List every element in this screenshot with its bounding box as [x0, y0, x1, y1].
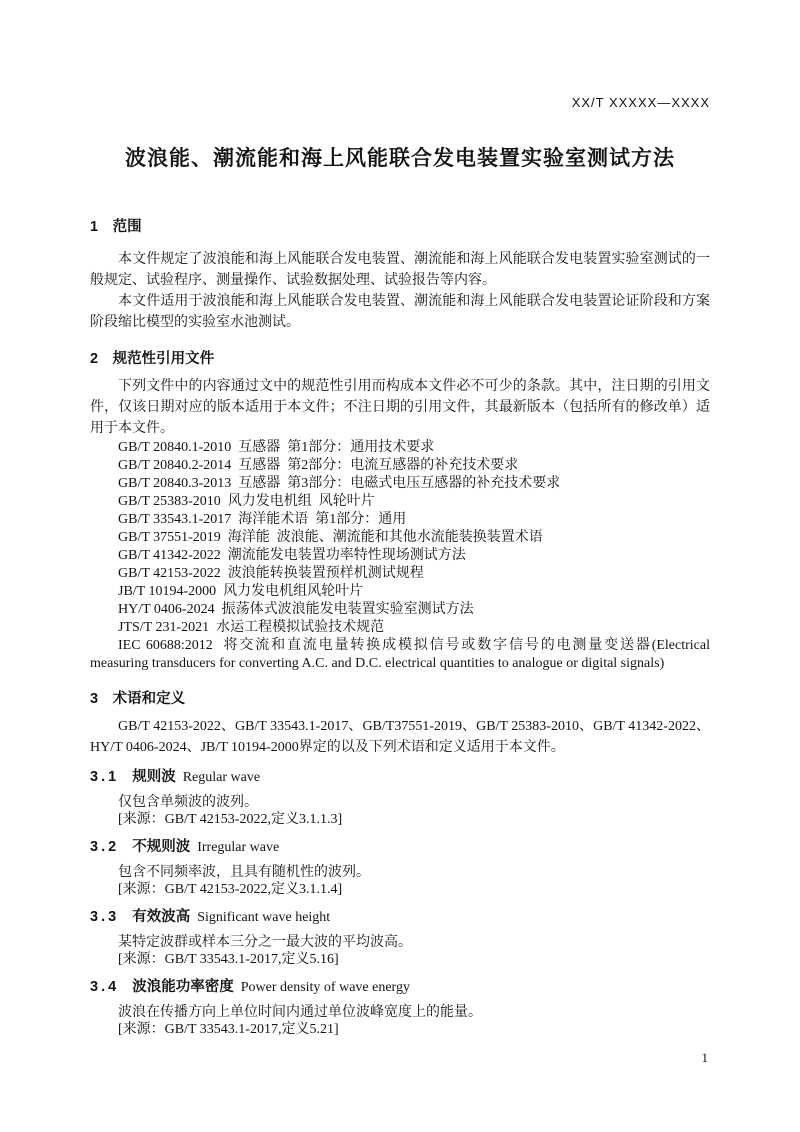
reference-item: GB/T 33543.1-2017 海洋能术语 第1部分：通用	[118, 512, 407, 527]
term-number: 3.3	[90, 909, 120, 925]
section-3-heading	[90, 690, 710, 708]
reference-item: GB/T 41342-2022 潮流能发电装置功率特性现场测试方法	[118, 548, 466, 563]
reference-item: GB/T 25383-2010 风力发电机组 风轮叶片	[118, 494, 375, 509]
reference-item: GB/T 20840.1-2010 互感器 第1部分：通用技术要求	[118, 440, 435, 455]
term-block-irregular-wave	[90, 838, 710, 898]
term-name-zh: 有效波高	[132, 909, 191, 925]
scope-paragraph-2: 本文件适用于波浪能和海上风能联合发电装置、潮流能和海上风能联合发电装置论证阶段和方案阶段缩比模型的实验室水池测试。	[90, 294, 710, 330]
section-2-title: 规范性引用文件	[112, 351, 215, 367]
reference-item: GB/T 37551-2019 海洋能 波浪能、潮流能和其他水流能装换装置术语	[118, 530, 543, 545]
section-2-number: 2	[90, 351, 99, 367]
term-number: 3.4	[90, 979, 120, 995]
term-number: 3.1	[90, 769, 120, 785]
term-block-regular-wave	[90, 768, 710, 828]
term-source: [来源：GB/T 33543.1-2017,定义5.21]	[118, 1022, 339, 1037]
references-intro-paragraph: 下列文件中的内容通过文中的规范性引用而构成本文件必不可少的条款。其中，注日期的引用文件，仅该日期对应的版本适用于本文件；不注日期的引用文件，其最新版本（包括所有的修改单）适用于本文件。	[90, 379, 710, 436]
reference-item: GB/T 42153-2022 波浪能转换装置预样机测试规程	[118, 566, 424, 581]
reference-item: GB/T 20840.2-2014 互感器 第2部分：电流互感器的补充技术要求	[118, 458, 519, 473]
term-heading	[90, 838, 710, 857]
term-heading	[90, 768, 710, 787]
section-normative-references	[90, 350, 714, 673]
section-3-number: 3	[90, 691, 99, 707]
reference-item: IEC 60688:2012 将交流和直流电量转换成模拟信号或数字信号的电测量变送器(Electrical measuring transducers for converting A.C. and D.C. electrical quantities to analogue or digital signals)	[90, 638, 714, 671]
reference-item: JB/T 10194-2000 风力发电机组风轮叶片	[118, 584, 364, 599]
term-name-zh: 规则波	[132, 769, 176, 785]
term-block-power-density-of-wave-energy	[90, 978, 710, 1038]
reference-item: HY/T 0406-2024 振荡体式波浪能发电装置实验室测试方法	[118, 602, 474, 617]
term-definition: 仅包含单频波的波列。	[118, 795, 258, 810]
term-name-en: Regular wave	[182, 770, 261, 785]
section-terms-definitions	[90, 690, 710, 1038]
term-name-en: Power density of wave energy	[240, 980, 410, 995]
scope-paragraph-1: 本文件规定了波浪能和海上风能联合发电装置、潮流能和海上风能联合发电装置实验室测试的一般规定、试验程序、测量操作、试验数据处理、试验报告等内容。	[90, 252, 710, 288]
document-title: 波浪能、潮流能和海上风能联合发电装置实验室测试方法	[125, 147, 675, 170]
section-2-heading	[90, 350, 710, 368]
term-block-significant-wave-height	[90, 908, 710, 968]
reference-item: GB/T 20840.3-2013 互感器 第3部分：电磁式电压互感器的补充技术要求	[118, 476, 561, 491]
term-name-en: Significant wave height	[197, 910, 331, 925]
term-name-en: Irregular wave	[197, 840, 280, 855]
term-source: [来源：GB/T 42153-2022,定义3.1.1.3]	[118, 812, 343, 827]
section-scope	[90, 218, 710, 333]
section-1-heading	[90, 218, 710, 236]
term-name-zh: 不规则波	[132, 839, 191, 855]
term-definition: 波浪在传播方向上单位时间内通过单位波峰宽度上的能量。	[118, 1005, 482, 1020]
reference-list	[90, 439, 714, 673]
reference-item: JTS/T 231-2021 水运工程模拟试验技术规范	[118, 620, 385, 635]
term-source: [来源：GB/T 33543.1-2017,定义5.16]	[118, 952, 339, 967]
term-source: [来源：GB/T 42153-2022,定义3.1.1.4]	[118, 882, 343, 897]
doc-code: XX/T XXXXX—XXXX	[571, 95, 710, 110]
page-number: 1	[701, 1050, 708, 1065]
term-heading	[90, 908, 710, 927]
term-name-zh: 波浪能功率密度	[132, 979, 234, 995]
section-3-title: 术语和定义	[112, 691, 186, 707]
term-number: 3.2	[90, 839, 120, 855]
term-definition: 包含不同频率波，且具有随机性的波列。	[118, 865, 370, 880]
term-definition: 某特定波群或样本三分之一最大波的平均波高。	[118, 935, 412, 950]
section-1-number: 1	[90, 219, 99, 235]
term-heading	[90, 978, 710, 997]
section-1-title: 范围	[112, 219, 142, 235]
terms-intro-paragraph: GB/T 42153-2022、GB/T 33543.1-2017、GB/T37551-2019、GB/T 25383-2010、GB/T 41342-2022、HY/T 0406-2024、JB/T 10194-2000界定的以及下列术语和定义适用于本文件。	[90, 719, 710, 755]
